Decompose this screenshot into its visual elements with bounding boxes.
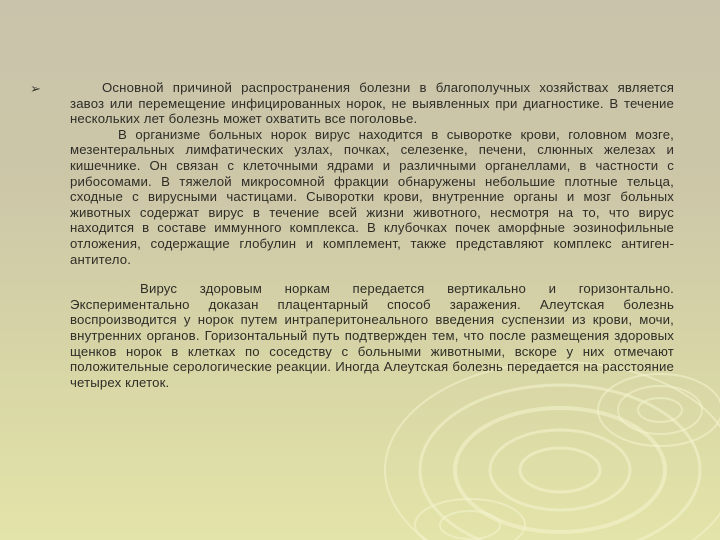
paragraph-transmission: Вирус здоровым норкам передается вертикально и горизонтально. Экспериментально доказан плацентарный способ заражения. Алеутская болезнь воспроизводится у норок путем интраперитонеального введения суспензии из крови, мочи, внутренних органов. Горизонтальный путь подтвержден тем, что после размещения здоровых щенков норок в клетках по соседству с больными животными, вскоре у них отмечают положительные серологические реакции. Иногда Алеутская болезнь передается на расстояние четырех клеток. [70,281,674,390]
arrowhead-bullet-icon: ➢ [30,81,41,96]
paragraph-spread-cause: Основной причиной распространения болезни в благополучных хозяйствах является завоз или перемещение инфицированных норок, не выявленных при диагностике. В течение нескольких лет болезнь может охватить все поголовье. [70,80,674,127]
paragraph-gap [70,267,674,281]
slide-body-text [70,80,674,390]
paragraph-virus-location: В организме больных норок вирус находится в сыворотке крови, головном мозге, мезентеральных лимфатических узлах, почках, селезенке, печени, слюнных железах и кишечнике. Он связан с клеточными ядрами и различными органеллами, в частности с рибосомами. В тяжелой микросомной фракции обнаружены небольшие плотные тельца, сходные с вирусными частицами. Сыворотки крови, внутренние органы и мозг больных животных содержат вирус в течение всей жизни животного, несмотря на то, что вирус находится в составе иммунного комплекса. В клубочках почек аморфные эозинофильные отложения, содержащие глобулин и комплемент, также представляют комплекс антиген-антитело. [70,126,674,267]
